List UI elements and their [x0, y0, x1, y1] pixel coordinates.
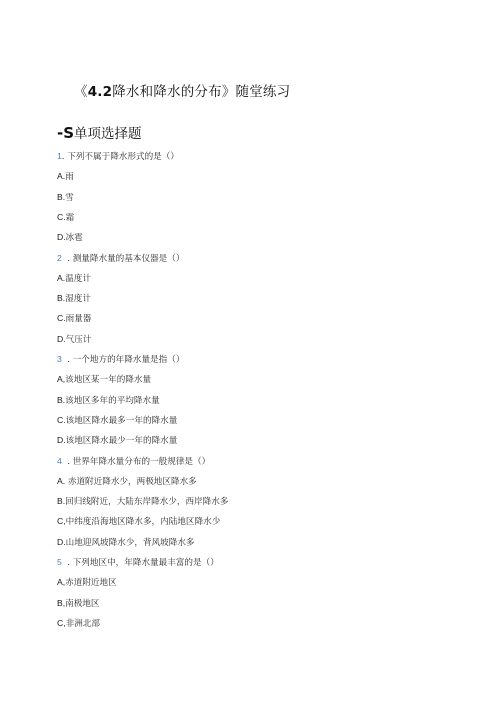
option-text: 温度计	[65, 273, 91, 284]
option-text: 雪	[65, 192, 74, 203]
answer-option	[57, 171, 74, 183]
answer-option	[57, 537, 195, 549]
title-text: 降水和降水的分布》随堂练习	[112, 84, 291, 100]
option-letter: A,	[57, 374, 66, 385]
answer-option	[57, 577, 117, 589]
question-number: 5	[57, 557, 62, 567]
option-text: 赤道附近降水少，两极地区降水多	[65, 476, 197, 487]
option-letter: C.	[57, 313, 66, 324]
title-prefix: 《	[74, 84, 88, 100]
option-text: 该地区降水最少一年的降水量	[65, 436, 178, 447]
section-heading-prefix: -S	[57, 124, 75, 142]
question-stem	[57, 151, 179, 163]
answer-option	[57, 273, 91, 285]
question-number: 4	[57, 455, 62, 466]
option-letter: A.	[57, 171, 66, 182]
option-text: 该地区降水最多一年的降水量	[65, 415, 178, 426]
section-heading	[57, 122, 142, 142]
answer-option	[57, 598, 100, 610]
question-text: . 测量降水量的基本仪器是（）	[61, 253, 185, 264]
question-stem	[57, 557, 219, 569]
question-text: . 下列不属于降水形式的是（）	[61, 152, 179, 162]
answer-option	[57, 192, 74, 204]
option-letter: D.	[57, 333, 66, 344]
question-stem	[57, 354, 184, 366]
option-text: 霜	[65, 212, 75, 223]
question-text: . 一个地方的年降水量是指（）	[61, 355, 185, 365]
answer-option	[57, 435, 177, 447]
answer-option	[57, 313, 91, 325]
option-letter: B.	[57, 496, 66, 507]
question-stem	[57, 456, 210, 468]
option-text: 湿度计	[65, 294, 91, 305]
question-number: 3	[57, 354, 62, 364]
answer-option	[57, 334, 91, 346]
answer-option	[57, 476, 197, 488]
answer-option	[57, 374, 151, 386]
answer-option	[57, 212, 74, 224]
option-text: 山地迎风坡降水少，背风坡降水多	[65, 537, 195, 548]
option-letter: A.	[57, 272, 66, 283]
question-text: . 下列地区中，年降水量最丰富的是（）	[61, 558, 219, 568]
answer-option	[57, 618, 100, 630]
option-text: 雨量器	[65, 314, 92, 325]
option-letter: B.	[57, 191, 66, 202]
option-text: 非洲北部	[65, 618, 100, 629]
option-text: 冰雹	[65, 233, 83, 244]
answer-option	[57, 516, 220, 528]
option-text: 中纬度沿海地区降水多，内陆地区降水少	[65, 517, 221, 528]
option-letter: A,	[57, 577, 66, 588]
page-title	[74, 80, 290, 100]
section-heading-text: 单项选择题	[74, 126, 142, 142]
answer-option	[57, 293, 91, 305]
option-text: 回归线附近，大陆东岸降水少，西岸降水多	[65, 497, 229, 508]
answer-option	[57, 415, 177, 427]
question-number: 1	[57, 151, 62, 161]
option-text: 该地区某一年的降水量	[65, 375, 152, 386]
option-letter: C,	[57, 516, 66, 527]
option-text: 气压计	[65, 334, 92, 345]
option-text: 雨	[65, 172, 74, 183]
answer-option	[57, 395, 160, 407]
option-letter: D.	[57, 536, 66, 547]
option-letter: C.	[57, 211, 66, 222]
option-letter: A.	[57, 475, 66, 486]
option-letter: D.	[57, 435, 66, 446]
answer-option	[57, 496, 228, 508]
option-letter: B.	[57, 293, 66, 304]
title-lesson-number: 4.2	[87, 84, 113, 100]
question-number: 2	[57, 252, 62, 263]
option-text: 该地区多年的平均降水量	[65, 395, 160, 406]
option-letter: C.	[57, 414, 66, 425]
option-letter: B.	[57, 394, 66, 405]
option-text: 赤道附近地区	[65, 578, 117, 589]
option-letter: B,	[57, 597, 66, 608]
option-text: 南极地区	[65, 598, 100, 609]
answer-option	[57, 232, 83, 244]
option-letter: C,	[57, 617, 66, 628]
option-letter: D.	[57, 232, 66, 243]
question-text: . 世界年降水量分布的一般规律是（）	[61, 456, 211, 467]
question-stem	[57, 253, 184, 265]
